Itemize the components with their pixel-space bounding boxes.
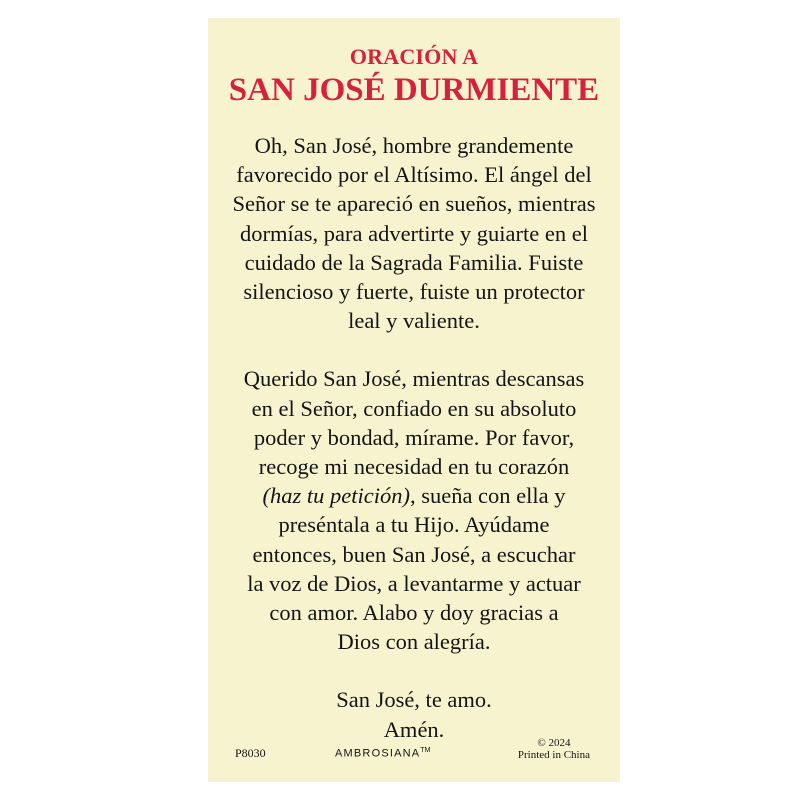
product-code: P8030 xyxy=(235,746,266,760)
prayer-line: favorecido por el Altísimo. El ángel del xyxy=(236,162,592,188)
prayer-line: en el Señor, confiado en su absoluto xyxy=(251,395,577,421)
closing-line: Amén. xyxy=(383,716,445,742)
title-line-1: ORACIÓN A xyxy=(349,44,479,69)
prayer-line: leal y valiente. xyxy=(348,308,480,334)
brand-text: AMBROSIANA xyxy=(335,747,421,760)
copyright-block xyxy=(518,737,590,761)
prayer-line: preséntala a tu Hijo. Ayúdame xyxy=(278,512,550,538)
prayer-body xyxy=(208,131,620,744)
prayer-line: la voz de Dios, a levantarme y actuar xyxy=(247,570,581,596)
prayer-line: Querido San José, mientras descansas xyxy=(243,366,585,392)
prayer-line: recoge mi necesidad en tu corazón xyxy=(258,454,570,480)
closing-line: San José, te amo. xyxy=(336,687,492,713)
prayer-paragraph-1 xyxy=(208,131,620,335)
petition-placeholder: (haz tu petición) xyxy=(262,483,410,509)
copyright-text: © 2024 xyxy=(537,737,571,749)
trademark-mark: TM xyxy=(420,747,431,754)
prayer-line: cuidado de la Sagrada Familia. Fuiste xyxy=(244,249,584,275)
paragraph-spacer xyxy=(208,335,620,364)
prayer-paragraph-2 xyxy=(208,364,620,656)
petition-rest: , sueña con ella y xyxy=(409,483,566,509)
petition-line xyxy=(208,481,620,510)
prayer-line: silencioso y fuerte, fuiste un protector xyxy=(243,279,585,305)
prayer-line: entonces, buen San José, a escuchar xyxy=(252,541,576,567)
paragraph-spacer xyxy=(208,656,620,685)
prayer-card xyxy=(208,18,620,782)
title-line-2: SAN JOSÉ DURMIENTE xyxy=(228,72,600,108)
prayer-closing xyxy=(208,685,620,743)
prayer-line: Señor se te apareció en sueños, mientras xyxy=(232,191,596,217)
prayer-line: Dios con alegría. xyxy=(337,629,491,655)
printed-in-text: Printed in China xyxy=(517,749,590,761)
prayer-line: dormías, para advertirte y guiarte en el xyxy=(240,220,588,246)
prayer-line: Oh, San José, hombre grandemente xyxy=(254,133,574,158)
prayer-line: con amor. Alabo y doy gracias a xyxy=(269,600,559,626)
brand-name xyxy=(335,747,430,760)
prayer-line: poder y bondad, mírame. Por favor, xyxy=(253,424,575,450)
